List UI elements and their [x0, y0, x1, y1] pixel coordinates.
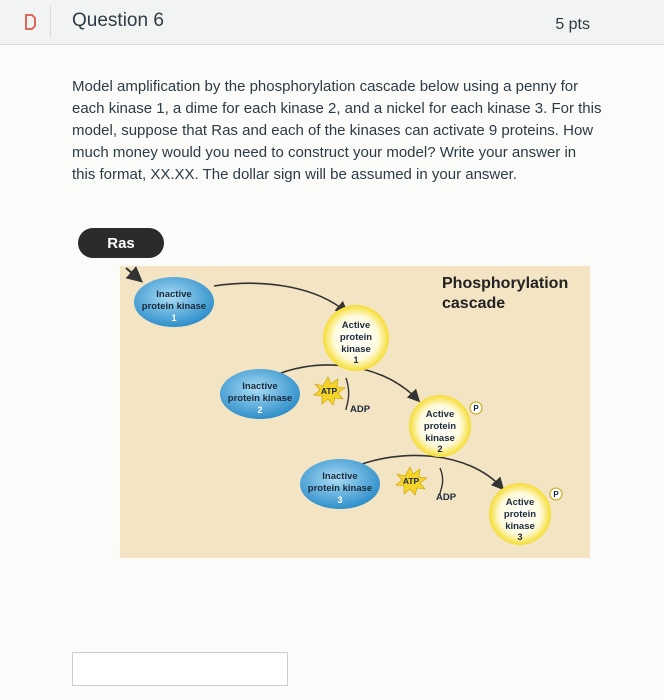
active-kinase-1-line2: protein: [339, 332, 373, 343]
atp-label-1: ATP: [320, 386, 338, 396]
adp-label-1: ADP: [349, 404, 371, 415]
question-points: 5 pts: [555, 16, 590, 33]
phosphorylation-cascade-figure: [78, 228, 598, 568]
active-kinase-2-line2: protein: [423, 421, 457, 432]
active-kinase-1-line1: Active: [341, 320, 371, 331]
cascade-diagram: [78, 228, 598, 568]
ras-label: Ras: [107, 235, 135, 252]
inactive-kinase-1-line2: protein kinase: [141, 301, 207, 312]
inactive-kinase-3-line1: Inactive: [322, 471, 358, 482]
phosphate-label-2: P: [473, 404, 479, 413]
active-kinase-1-line3: kinase: [341, 344, 371, 355]
answer-input[interactable]: [72, 652, 288, 686]
active-kinase-3-line3: kinase: [505, 521, 535, 532]
active-kinase-2-line3: kinase: [425, 433, 455, 444]
active-kinase-2-line4: 2: [437, 444, 443, 454]
question-header: [0, 0, 664, 45]
atp-label-2: ATP: [402, 476, 420, 486]
active-kinase-3-line2: protein: [503, 509, 537, 520]
inactive-kinase-3-line3: 3: [337, 495, 343, 505]
adp-label-2: ADP: [435, 492, 457, 503]
active-kinase-1-line4: 1: [353, 355, 359, 365]
active-kinase-3-line1: Active: [505, 497, 535, 508]
question-title: Question 6: [72, 10, 164, 31]
inactive-kinase-2-line1: Inactive: [242, 381, 278, 392]
cascade-title-line2: cascade: [442, 295, 506, 312]
cascade-title-line1: Phosphorylation: [442, 275, 569, 292]
inactive-kinase-2-line2: protein kinase: [227, 393, 293, 404]
inactive-kinase-2-line3: 2: [257, 405, 263, 415]
active-kinase-3-line4: 3: [517, 532, 523, 542]
flag-icon: [12, 6, 50, 38]
inactive-kinase-1-line1: Inactive: [156, 289, 192, 300]
inactive-kinase-3-line2: protein kinase: [307, 483, 373, 494]
flag-question-button[interactable]: [12, 6, 51, 38]
question-text: Model amplification by the phosphorylation cascade below using a penny for each kinase 1, a dime for each kinase 2, and a nickel for each kinase 3. For this model, suppose that Ras and each of the kinases can activate 9 proteins. How much money would you need to construct your model? Write your answer in this format, XX.XX. The dollar sign will be assumed in your answer.: [72, 78, 602, 183]
inactive-kinase-1-line3: 1: [171, 313, 177, 323]
active-kinase-2-line1: Active: [425, 409, 455, 420]
phosphate-label-3: P: [553, 490, 559, 499]
